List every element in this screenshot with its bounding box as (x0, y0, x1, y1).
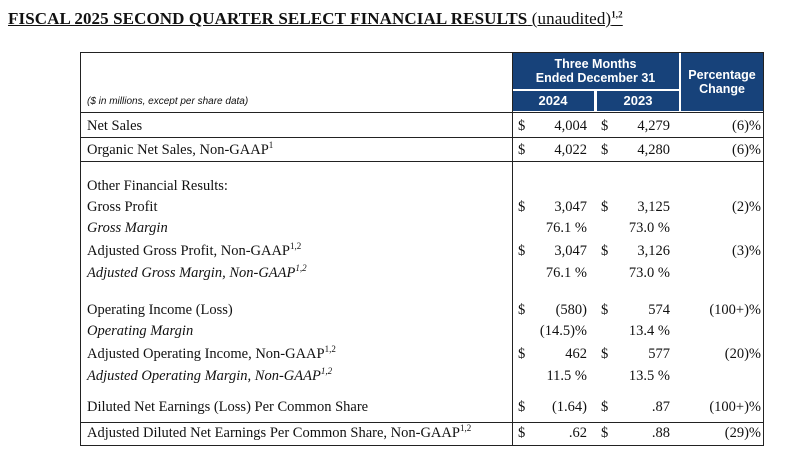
table-row: Adjusted Gross Margin, Non-GAAP$^{1,2}$ 76.1 % 73.0 % (87, 263, 670, 281)
table-row: Adjusted Operating Margin, Non-GAAP$^{1,2}$ 11.5 % 13.5 % (87, 366, 670, 384)
period-header: Three Months Ended December 31 (512, 53, 679, 89)
table-row: Adjusted Gross Profit, Non-GAAP$^{1,2}$ $ 3,047 $ 3,126 (3)% (87, 241, 761, 259)
table-row: Gross Margin 76.1 % 73.0 % (87, 220, 670, 236)
table-row: Adjusted Operating Income, Non-GAAP$^{1,2}$ $ 462 $ 577 (20)% (87, 344, 761, 362)
table-row: Operating Margin (14.5)% 13.4 % (87, 323, 670, 339)
units-note: ($ in millions, except per share data) (87, 96, 249, 107)
percentage-change-header: Percentage Change (681, 53, 763, 111)
table-row: Diluted Net Earnings (Loss) Per Common Share $ (1.64) $ .87 (100+)% (87, 399, 761, 415)
table-row: Operating Income (Loss) $ (580) $ 574 (100+)% (87, 302, 761, 318)
table-row: Gross Profit $ 3,047 $ 3,125 (2)% (87, 199, 761, 215)
page-title (8, 9, 623, 29)
table-row: Net Sales $ 4,004 $ 4,279 (6)% (87, 118, 761, 134)
divider (81, 161, 763, 162)
table-row: Adjusted Diluted Net Earnings Per Common Share, Non-GAAP$^{1,2}$ $ .62 $ .88 (29)% (87, 423, 761, 441)
title-unaudited: (unaudited) (531, 9, 612, 28)
title-main: FISCAL 2025 SECOND QUARTER SELECT FINANCIAL RESULTS (8, 9, 528, 28)
financial-results-table (80, 52, 764, 446)
year-2023-header: 2023 (597, 91, 679, 111)
divider (81, 112, 763, 113)
title-footnote: 1,2 (611, 9, 623, 20)
table-row: Organic Net Sales, Non-GAAP$^1$ $ 4,022 $ 4,280 (6)% (87, 140, 761, 158)
year-2024-header: 2024 (512, 91, 594, 111)
section-heading: Other Financial Results: (87, 178, 228, 194)
divider (81, 137, 763, 138)
